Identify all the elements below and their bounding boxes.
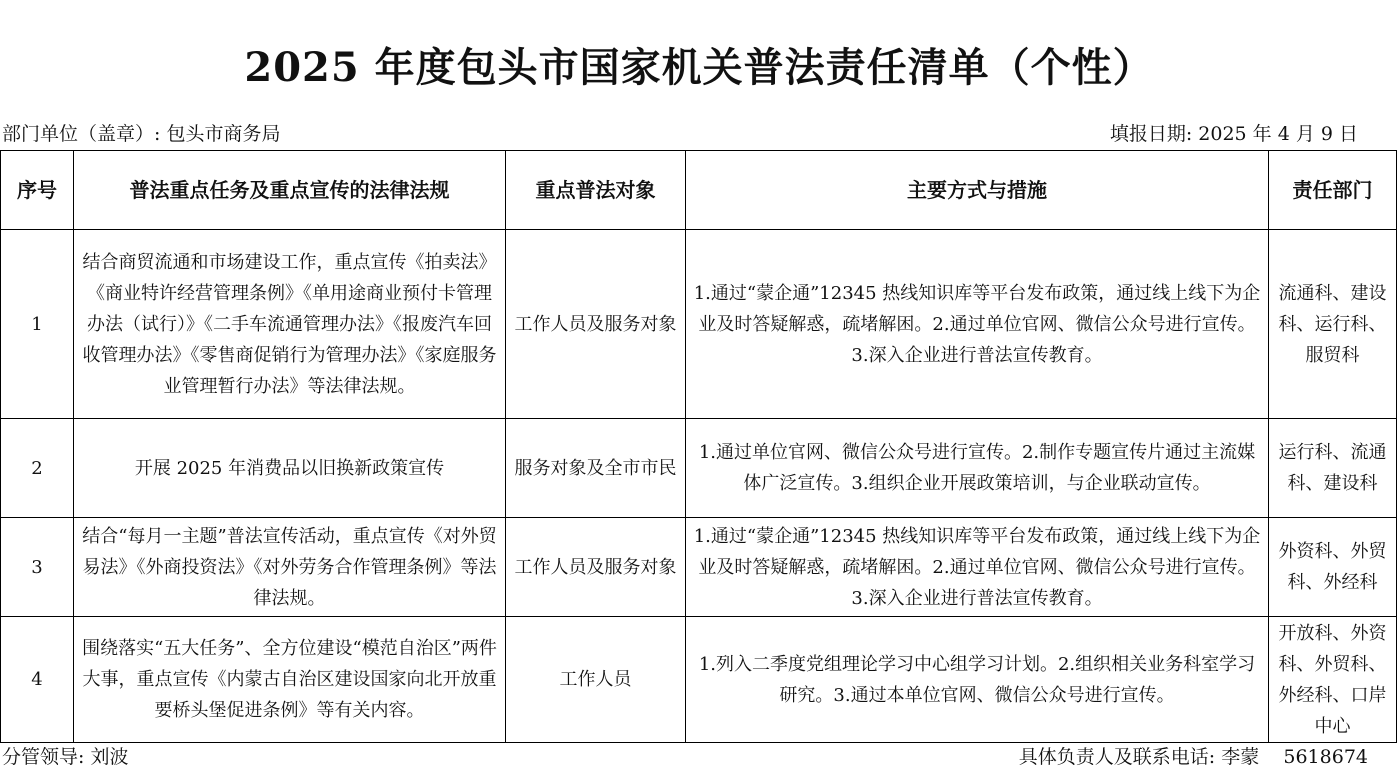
row-dept: 开放科、外资科、外贸科、外经科、口岸中心 bbox=[1269, 617, 1397, 743]
header-seq: 序号 bbox=[1, 151, 74, 230]
row-method: 1.列入二季度党组理论学习中心组学习计划。2.组织相关业务科室学习研究。3.通过本单位官网、微信公众号进行宣传。 bbox=[686, 617, 1269, 743]
row-target: 服务对象及全市市民 bbox=[506, 419, 686, 518]
table-row bbox=[1, 419, 1397, 518]
row-method: 1.通过“蒙企通”12345 热线知识库等平台发布政策，通过线上线下为企业及时答疑解惑，疏堵解困。2.通过单位官网、微信公众号进行宣传。3.深入企业进行普法宣传教育。 bbox=[686, 230, 1269, 419]
supervising-leader: 分管领导: 刘波 bbox=[2, 746, 129, 768]
header-dept: 责任部门 bbox=[1269, 151, 1397, 230]
row-target: 工作人员 bbox=[506, 617, 686, 743]
row-task: 围绕落实“五大任务”、全方位建设“模范自治区”两件大事，重点宣传《内蒙古自治区建设国家向北开放重要桥头堡促进条例》等有关内容。 bbox=[74, 617, 506, 743]
row-task: 结合“每月一主题”普法宣传活动，重点宣传《对外贸易法》《外商投资法》《对外劳务合作管理条例》等法律法规。 bbox=[74, 518, 506, 617]
header-task: 普法重点任务及重点宣传的法律法规 bbox=[74, 151, 506, 230]
row-task: 结合商贸流通和市场建设工作，重点宣传《拍卖法》《商业特许经营管理条例》《单用途商业预付卡管理办法（试行）》《二手车流通管理办法》《报废汽车回收管理办法》《零售商促销行为管理办法》《家庭服务业管理暂行办法》等法律法规。 bbox=[74, 230, 506, 419]
department-unit: 部门单位（盖章）: 包头市商务局 bbox=[2, 123, 281, 145]
table-header-row bbox=[1, 151, 1397, 230]
table-row bbox=[1, 230, 1397, 419]
row-seq: 2 bbox=[1, 419, 74, 518]
table-row bbox=[1, 617, 1397, 743]
row-method: 1.通过“蒙企通”12345 热线知识库等平台发布政策，通过线上线下为企业及时答疑解惑，疏堵解困。2.通过单位官网、微信公众号进行宣传。3.深入企业进行普法宣传教育。 bbox=[686, 518, 1269, 617]
table-row bbox=[1, 518, 1397, 617]
row-dept: 运行科、流通科、建设科 bbox=[1269, 419, 1397, 518]
row-seq: 1 bbox=[1, 230, 74, 419]
row-task: 开展 2025 年消费品以旧换新政策宣传 bbox=[74, 419, 506, 518]
document-title: 2025 年度包头市国家机关普法责任清单（个性） bbox=[244, 44, 1154, 91]
row-seq: 4 bbox=[1, 617, 74, 743]
row-dept: 流通科、建设科、运行科、服贸科 bbox=[1269, 230, 1397, 419]
row-method: 1.通过单位官网、微信公众号进行宣传。2.制作专题宣传片通过主流媒体广泛宣传。3.组织企业开展政策培训，与企业联动宣传。 bbox=[686, 419, 1269, 518]
responsibility-table bbox=[0, 150, 1397, 743]
row-target: 工作人员及服务对象 bbox=[506, 518, 686, 617]
header-method: 主要方式与措施 bbox=[686, 151, 1269, 230]
row-target: 工作人员及服务对象 bbox=[506, 230, 686, 419]
row-dept: 外资科、外贸科、外经科 bbox=[1269, 518, 1397, 617]
header-target: 重点普法对象 bbox=[506, 151, 686, 230]
row-seq: 3 bbox=[1, 518, 74, 617]
fill-date: 填报日期: 2025 年 4 月 9 日 bbox=[1109, 123, 1358, 145]
contact-person-phone: 具体负责人及联系电话: 李蒙 5618674 bbox=[1018, 746, 1368, 768]
